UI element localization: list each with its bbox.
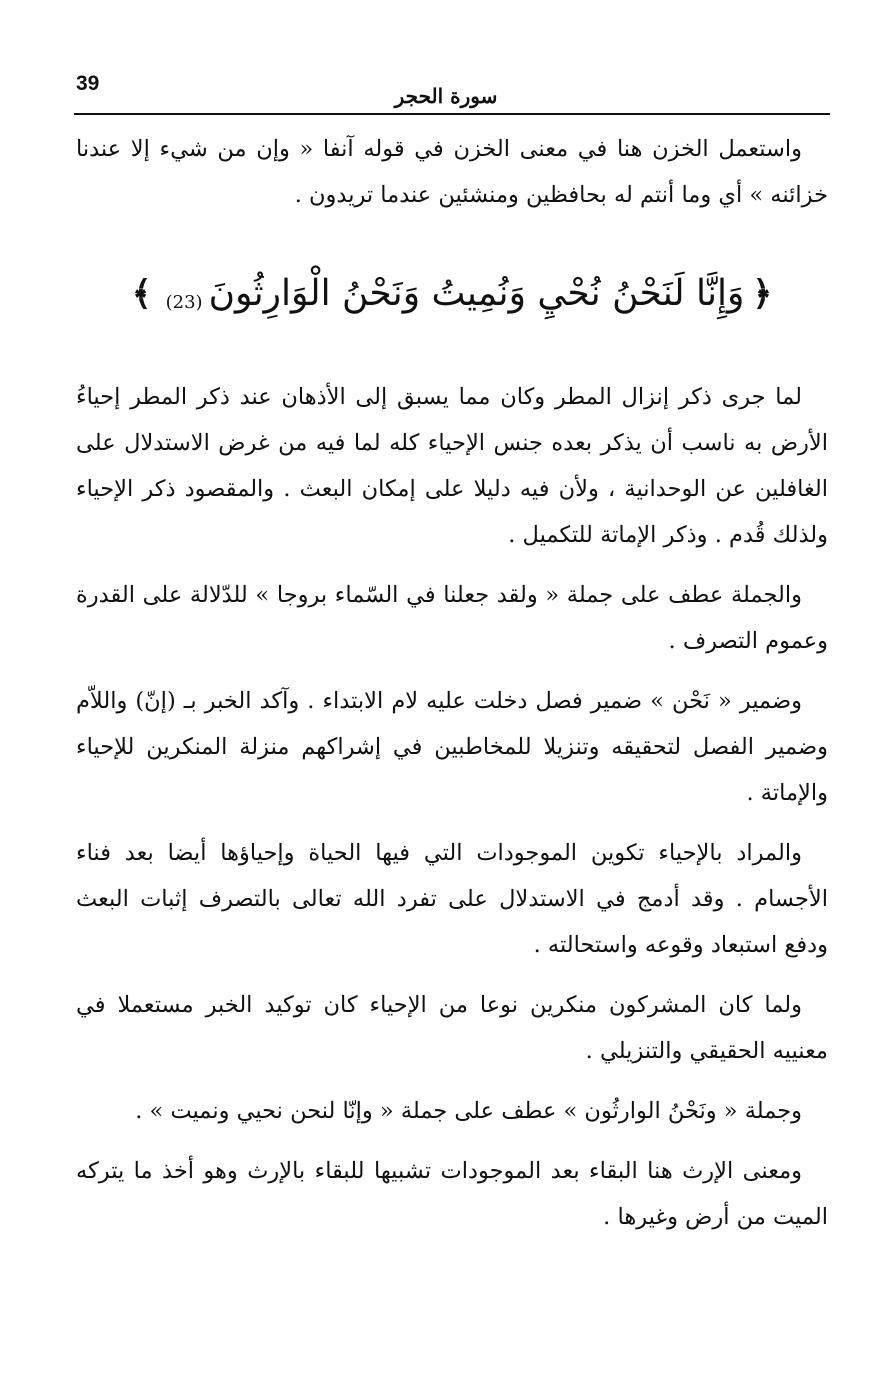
paragraph: لما جرى ذكر إنزال المطر وكان مما يسبق إلى الأذهان عند ذكر المطر إحياءُ الأرض به ناسب أن يذكر بعده جنس الإحياء كله لما فيه من غرض الاستدلال على الغافلين عن الوحدانية ، ولأن فيه دليلا على إمكان البعث . والمقصود ذكر الإحياء ولذلك قُدم . وذكر الإماتة للتكميل . [76,384,828,548]
paragraph: والجملة عطف على جملة « ولقد جعلنا في السّماء بروجا » للدّلالة على القدرة وعموم التصرف . [76,582,828,654]
paragraph: ومعنى الإرث هنا البقاء بعد الموجودات تشبيها للبقاء بالإرث وهو أخذ ما يتركه الميت من أرض وغيرها . [76,1158,828,1230]
paragraph: وجملة « ونَحْنُ الوارثُون » عطف على جملة « وإنّا لنحن نحيي ونميت » . [135,1098,802,1124]
verse-open-bracket: ﴿ [752,274,773,314]
verse-text: وَإِنَّا لَنَحْنُ نُحْيِ وَنُمِيتُ وَنَحْنُ الْوَارِثُونَ [208,273,745,314]
paragraph: وضمير « نَحْن » ضمير فصل دخلت عليه لام الابتداء . وآكد الخبر بـ (إنّ) واللاّم وضمير الفصل لتحقيقه وتنزيلا للمخاطبين في إشراكهم منزلة المنكرين للإحياء والإماتة . [76,688,828,806]
paragraph: ولما كان المشركون منكرين نوعا من الإحياء كان توكيد الخبر مستعملا في معنييه الحقيقي والتنزيلي . [76,992,828,1064]
running-title: سورة الحجر [394,84,498,108]
paragraph: واستعمل الخزن هنا في معنى الخزن في قوله آنفا « وإن من شيء إلا عندنا خزائنه » أي وما أنتم له بحافظين ومنشئين عندما تريدون . [76,136,828,208]
page-body [76,126,828,1254]
header-rule [74,113,830,115]
page-number: 39 [76,72,100,95]
paragraph: والمراد بالإحياء تكوين الموجودات التي فيها الحياة وإحياؤها أيضا بعد فناء الأجسام . وقد أدمج في الاستدلال على تفرد الله تعالى بالتصرف إثبات البعث ودفع استبعاد وقوعه واستحالته . [76,840,828,958]
verse-number: (23) [165,292,203,313]
quran-verse [76,240,828,348]
verse-close-bracket: ﴾ [131,274,152,314]
